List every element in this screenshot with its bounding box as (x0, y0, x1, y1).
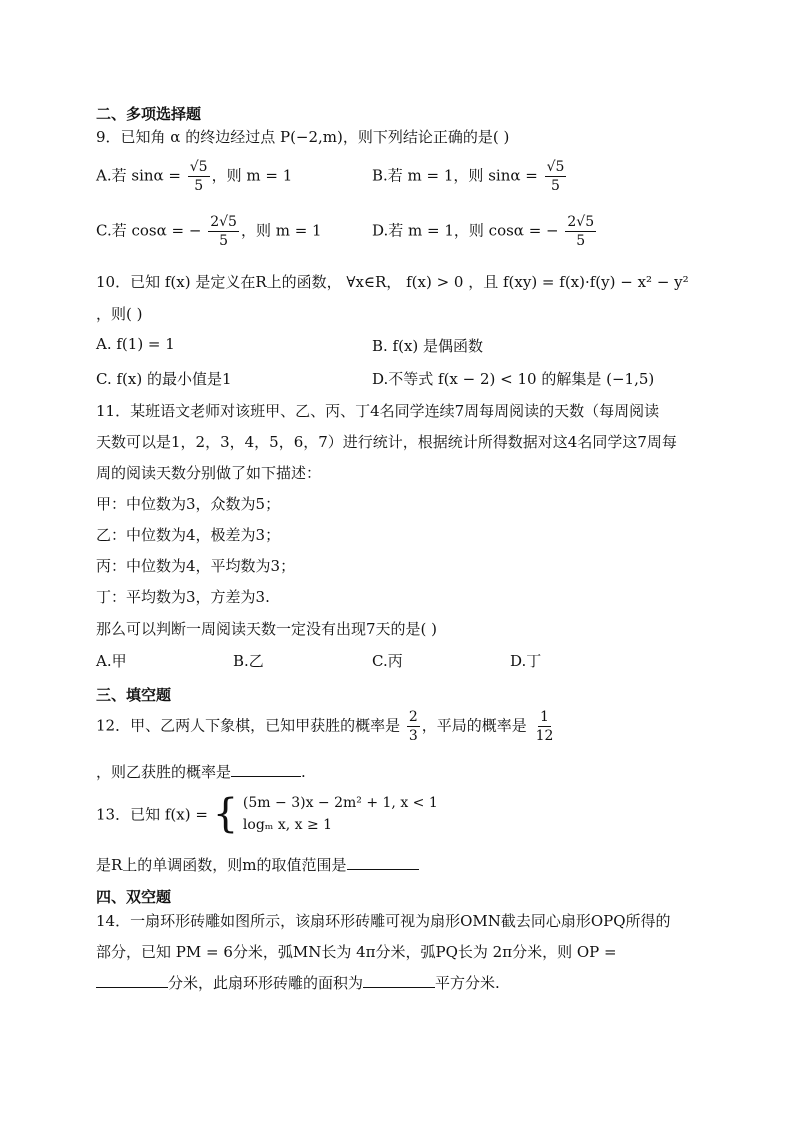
q13-case-1: (5m − 3)x − 2m² + 1, x < 1 (242, 795, 438, 811)
q14-answer-blank-1[interactable] (96, 987, 168, 988)
q14-line-1: 14．一扇环形砖雕如图所示，该扇环形砖雕可视为扇形OMN截去同心扇形OPQ所得的 (96, 912, 671, 930)
q9-a-den: 5 (194, 178, 204, 194)
q11-line-7: 丁：平均数为3，方差为3. (96, 588, 270, 606)
q10-option-b: B. f(x) 是偶函数 (372, 337, 484, 355)
q11-option-a: A.甲 (96, 652, 127, 670)
q9-c-fraction (208, 213, 239, 250)
q12-fraction-draw (534, 708, 556, 745)
q13-text: 13．已知 f(x) = (96, 805, 213, 824)
q14-text-3b: 平方分米. (435, 974, 500, 992)
q10-stem: 10．已知 f(x) 是定义在R上的函数， ∀x∈R， f(x) > 0 ，且 f(xy) = f(x)·f(y) − x² − y² (96, 273, 689, 291)
q14-line-2: 部分，已知 PM = 6分米，弧MN长为 4π分米，弧PQ长为 2π分米，则 OP = (96, 943, 617, 961)
q9-d-den: 5 (576, 233, 586, 249)
q11-line-2: 天数可以是1，2，3，4，5，6，7）进行统计，根据统计所得数据对这4名同学这7周每 (96, 433, 677, 451)
q12-line-1 (96, 708, 557, 745)
q9-a-tail: ，则 m = 1 (211, 166, 293, 185)
q9-stem: 9．已知角 α 的终边经过点 P(−2,m)，则下列结论正确的是( ) (96, 128, 510, 146)
q13-brace: { (212, 791, 239, 837)
q9-option-c (96, 213, 322, 250)
q9-c-tail: ，则 m = 1 (240, 221, 322, 240)
q11-line-3: 周的阅读天数分别做了如下描述： (96, 464, 322, 482)
q9-b-fraction (545, 158, 567, 195)
q14-text-3a: 分米，此扇环形砖雕的面积为 (168, 974, 364, 992)
q11-option-d: D.丁 (510, 652, 542, 670)
section-title-fill-blank: 三、填空题 (96, 686, 172, 704)
q10-stem-cont: ，则( ) (96, 305, 143, 323)
q9-a-text: A.若 sinα = (96, 166, 186, 185)
q12-line-2 (96, 761, 306, 782)
q12-f1-num: 2 (408, 709, 418, 725)
q11-line-5: 乙：中位数为4，极差为3； (96, 526, 281, 544)
q14-answer-blank-2[interactable] (363, 987, 435, 988)
q13-text-2: 是R上的单调函数，则m的取值范围是 (96, 856, 347, 874)
q9-option-b (372, 158, 568, 195)
q11-option-c: C.丙 (372, 652, 403, 670)
q9-b-num: √5 (546, 159, 565, 175)
q13-answer-blank[interactable] (347, 869, 419, 870)
q11-line-8: 那么可以判断一周阅读天数一定没有出现7天的是( ) (96, 620, 438, 638)
q11-line-1: 11．某班语文老师对该班甲、乙、丙、丁4名同学连续7周每周阅读的天数（每周阅读 (96, 402, 660, 420)
q13-cases (243, 792, 438, 836)
q11-option-b: B.乙 (233, 652, 264, 670)
q10-option-a: A. f(1) = 1 (96, 335, 175, 353)
q9-c-text: C.若 cosα = − (96, 221, 207, 240)
q10-option-c: C. f(x) 的最小值是1 (96, 370, 232, 388)
q12-text: 12．甲、乙两人下象棋，已知甲获胜的概率是 (96, 716, 405, 735)
q11-line-6: 丙：中位数为4，平均数为3； (96, 557, 296, 575)
q12-f2-num: 1 (540, 709, 549, 725)
q13-line-1 (96, 792, 438, 836)
q12-text-2: ，则乙获胜的概率是 (96, 763, 232, 781)
q9-d-num: 2√5 (567, 214, 595, 230)
section-title-double-blank: 四、双空题 (96, 888, 172, 906)
q9-option-a (96, 158, 292, 195)
q9-a-fraction (188, 158, 210, 195)
q10-option-d: D.不等式 f(x − 2) < 10 的解集是 (−1,5) (372, 370, 655, 388)
q11-line-4: 甲：中位数为3，众数为5； (96, 495, 281, 513)
q12-period: . (301, 763, 306, 781)
q12-f2-den: 12 (535, 728, 554, 744)
q13-line-2 (96, 854, 419, 875)
q9-option-d (372, 213, 598, 250)
q9-b-text: B.若 m = 1，则 sinα = (372, 166, 543, 185)
q12-fraction-win (407, 708, 420, 745)
section-title-multiple-choice: 二、多项选择题 (96, 105, 202, 123)
q9-d-text: D.若 m = 1，则 cosα = − (372, 221, 564, 240)
q9-c-num: 2√5 (210, 214, 237, 230)
q12-text-mid: ，平局的概率是 (421, 716, 532, 735)
q13-case-2: logₘ x, x ≥ 1 (242, 817, 333, 833)
q9-d-fraction (565, 213, 596, 250)
q12-f1-den: 3 (408, 728, 418, 744)
q14-line-3 (96, 972, 500, 993)
q9-a-num: √5 (189, 159, 208, 175)
q9-b-den: 5 (551, 178, 560, 194)
q9-c-den: 5 (219, 233, 229, 249)
q12-answer-blank[interactable] (231, 776, 301, 777)
